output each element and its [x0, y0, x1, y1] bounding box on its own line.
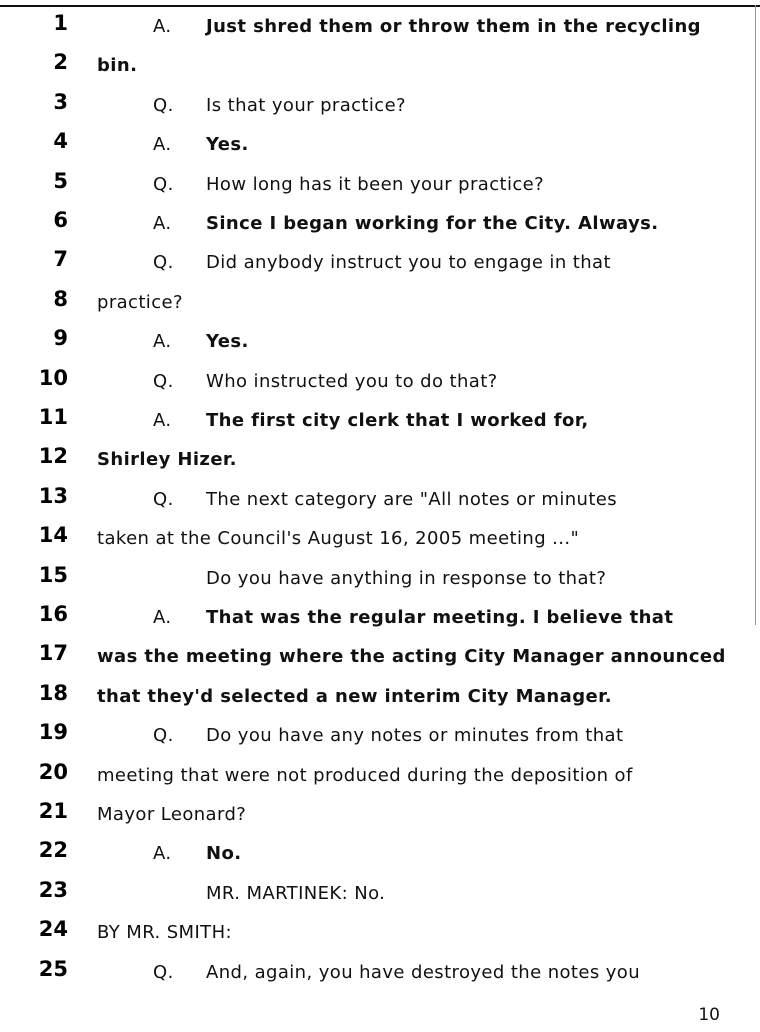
line-number: 19 [38, 720, 68, 745]
line-number: 12 [38, 444, 68, 469]
testimony-answer-text: bin. [97, 55, 138, 77]
transcript-text: meeting that were not produced during the deposition of [97, 764, 633, 786]
transcript-text: Q. [153, 94, 174, 116]
testimony-answer-text: No. [206, 843, 242, 865]
line-number: 24 [38, 917, 68, 942]
line-number: 7 [53, 247, 68, 272]
transcript-text: practice? [97, 291, 183, 313]
line-number: 21 [38, 799, 68, 823]
testimony-answer-text: The first city clerk that I worked for, [206, 410, 589, 431]
line-number: 8 [53, 286, 68, 311]
transcript-line [0, 835, 760, 875]
transcript-text: Q. [153, 961, 174, 983]
transcript-text: Mayor Leonard? [97, 804, 247, 825]
transcript-text: MR. MARTINEK: No. [206, 882, 386, 904]
transcript-text: Q. [153, 252, 174, 274]
line-number: 6 [53, 208, 68, 232]
transcript-line [0, 875, 760, 915]
line-number: 16 [38, 602, 68, 626]
transcript-text: taken at the Council's August 16, 2005 meeting ..." [97, 528, 580, 550]
transcript-text: A. [153, 16, 172, 37]
line-number: 14 [38, 523, 68, 548]
line-number: 13 [38, 483, 68, 508]
line-number: 10 [38, 365, 68, 390]
transcript-line [0, 363, 760, 403]
transcript-text: Who instructed you to do that? [206, 370, 498, 392]
transcript-text: Is that your practice? [206, 94, 407, 116]
line-number: 9 [53, 326, 68, 351]
transcript-text: Q. [153, 488, 174, 510]
line-number: 1 [53, 11, 68, 35]
line-number: 15 [38, 562, 68, 587]
line-number: 11 [38, 405, 68, 429]
transcript-line [0, 678, 760, 718]
transcript-line [0, 8, 760, 48]
transcript-line [0, 717, 760, 757]
transcript-line [0, 520, 760, 560]
transcript-line [0, 441, 760, 481]
line-number: 3 [53, 89, 68, 114]
transcript-line [0, 87, 760, 127]
line-number: 20 [38, 759, 68, 784]
transcript-text: Q. [153, 370, 174, 392]
transcript-line [0, 402, 760, 442]
transcript-text: Do you have any notes or minutes from that [206, 725, 624, 747]
testimony-answer-text: was the meeting where the acting City Manager announced [97, 646, 726, 668]
transcript-line [0, 914, 760, 954]
transcript-text: BY MR. SMITH: [97, 922, 232, 944]
transcript-text: A. [153, 607, 172, 628]
testimony-answer-text: Shirley Hizer. [97, 449, 237, 471]
transcript-text: A. [153, 410, 172, 431]
line-number: 5 [53, 168, 68, 193]
transcript-line [0, 126, 760, 166]
transcript-line [0, 205, 760, 245]
line-number: 2 [53, 50, 68, 75]
transcript-line [0, 560, 760, 600]
testimony-answer-text: That was the regular meeting. I believe that [206, 607, 674, 628]
testimony-answer-text: Yes. [206, 331, 249, 353]
transcript-text: A. [153, 213, 172, 234]
transcript-line [0, 47, 760, 87]
transcript-text: The next category are "All notes or minutes [206, 488, 618, 510]
transcript-text: Q. [153, 725, 174, 747]
testimony-answer-text: that they'd selected a new interim City Manager. [97, 685, 613, 707]
transcript-text: Q. [153, 173, 174, 195]
page-number: 10 [698, 1005, 720, 1025]
transcript-line [0, 757, 760, 797]
testimony-answer-text: Yes. [206, 134, 249, 156]
transcript-line [0, 284, 760, 324]
testimony-answer-text: Since I began working for the City. Always. [206, 213, 659, 234]
transcript-text: How long has it been your practice? [206, 173, 545, 195]
transcript-line [0, 481, 760, 521]
transcript-line [0, 638, 760, 678]
transcript-line [0, 796, 760, 836]
transcript-line [0, 954, 760, 994]
transcript-text: And, again, you have destroyed the notes you [206, 961, 641, 983]
transcript-line [0, 323, 760, 363]
transcript-line [0, 599, 760, 639]
transcript-text: A. [153, 843, 172, 865]
line-number: 17 [38, 641, 68, 666]
line-number: 4 [53, 129, 68, 154]
transcript-line [0, 166, 760, 206]
line-number: 18 [38, 680, 68, 705]
transcript-line [0, 244, 760, 284]
testimony-answer-text: Just shred them or throw them in the recycling [206, 16, 701, 37]
transcript-text: Do you have anything in response to that? [206, 567, 607, 589]
transcript-text: A. [153, 134, 172, 156]
line-number: 23 [38, 877, 68, 902]
line-number: 22 [38, 838, 68, 863]
line-number: 25 [38, 956, 68, 981]
transcript-text: Did anybody instruct you to engage in that [206, 252, 611, 274]
transcript-text: A. [153, 331, 172, 353]
